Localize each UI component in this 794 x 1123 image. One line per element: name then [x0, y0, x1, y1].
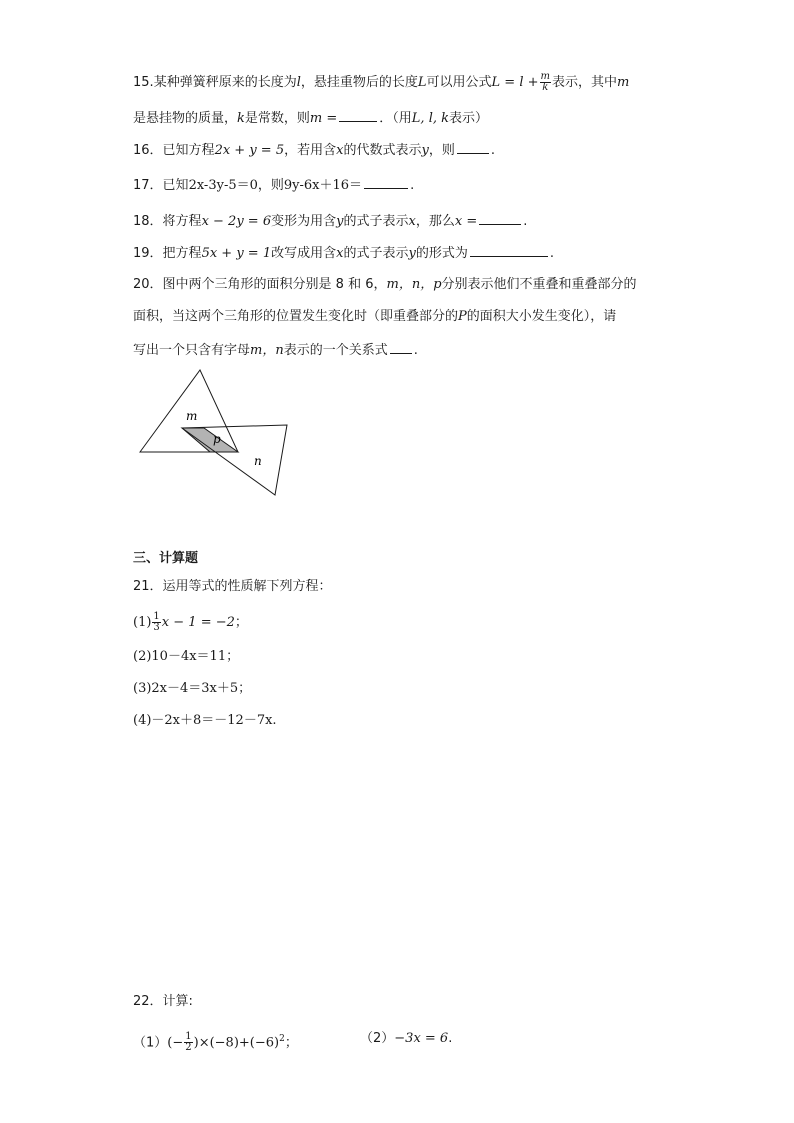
q22-number: 22．: [133, 994, 163, 1009]
q16-equation: 2x + y = 5: [214, 143, 285, 158]
q15-line2: 是悬挂物的质量，k是常数，则m = ．（用L, l, k表示）: [133, 108, 488, 128]
q22-prompt: 22．计算:: [133, 994, 193, 1009]
q16-answer-blank[interactable]: [457, 140, 489, 154]
q20-answer-blank[interactable]: [390, 340, 412, 354]
q21-number: 21．: [133, 579, 163, 594]
q22-part1: （1）(− $\frac{1}{2}$ )$\times(-8)+(-6)^2$；: [133, 1031, 298, 1054]
q20-line2: 面积，当这两个三角形的位置发生变化时（即重叠部分的P的面积大小发生变化），请: [133, 309, 617, 324]
label-n: n: [254, 454, 262, 468]
q22-fraction: $\frac{1}{2}$: [185, 1031, 192, 1054]
q17-number: 17．: [133, 178, 163, 193]
q21-prompt: 21．运用等式的性质解下列方程：: [133, 579, 332, 594]
q17-expression: 9y-6x＋16＝: [283, 178, 363, 193]
q15-fraction: $\frac{m}{k}$: [540, 71, 551, 93]
q22-part2: （2）−3x = 6.: [360, 1031, 453, 1046]
q20-line1: 20．图中两个三角形的面积分别是 8 和 6，m，n，p分别表示他们不重叠和重叠部分的: [133, 277, 637, 292]
q17-line: 17．已知2x-3y-5＝0，则9y-6x＋16＝ .: [133, 175, 414, 195]
q17-equation: 2x-3y-5＝0: [188, 178, 258, 193]
q18-answer-blank[interactable]: [479, 211, 521, 225]
q16-line: 16．已知方程2x + y = 5，若用含x的代数式表示y，则 .: [133, 140, 495, 160]
q20-number: 20．: [133, 277, 163, 292]
q15-number: 15.: [133, 75, 154, 90]
q19-line: 19．把方程5x + y = 1改写成用含x的式子表示y的形式为 .: [133, 243, 554, 263]
q15-formula: L = l +: [491, 75, 539, 90]
q17-answer-blank[interactable]: [364, 175, 408, 189]
q18-number: 18．: [133, 214, 163, 229]
q21-part4: (4)－2x＋8＝－12－7x.: [133, 713, 277, 728]
q15-line1: 15.某种弹簧秤原来的长度为l，悬挂重物后的长度L可以用公式L = l + $\frac{m}{k}$ 表示，其中m: [133, 71, 630, 93]
label-m: m: [186, 409, 198, 423]
triangles-figure: [130, 362, 300, 502]
label-p: p: [213, 432, 221, 446]
q21-part1: (1) $\frac{1}{3}$ x − 1 = −2；: [133, 611, 248, 633]
q18-line: 18．将方程x − 2y = 6变形为用含y的式子表示x，那么x = .: [133, 211, 527, 231]
q21-fraction: $\frac{1}{3}$: [153, 611, 160, 633]
section-title: 三、计算题: [133, 551, 199, 566]
q21-part2: (2)10－4x＝11；: [133, 649, 240, 664]
q19-answer-blank[interactable]: [470, 243, 548, 257]
q19-equation: 5x + y = 1: [201, 246, 272, 261]
q18-equation: x − 2y = 6: [201, 214, 272, 229]
q19-number: 19．: [133, 246, 163, 261]
q21-part3: (3)2x－4＝3x＋5；: [133, 681, 252, 696]
q15-answer-blank[interactable]: [339, 108, 377, 122]
q16-number: 16．: [133, 143, 163, 158]
q20-line3: 写出一个只含有字母m，n表示的一个关系式 .: [133, 340, 418, 360]
